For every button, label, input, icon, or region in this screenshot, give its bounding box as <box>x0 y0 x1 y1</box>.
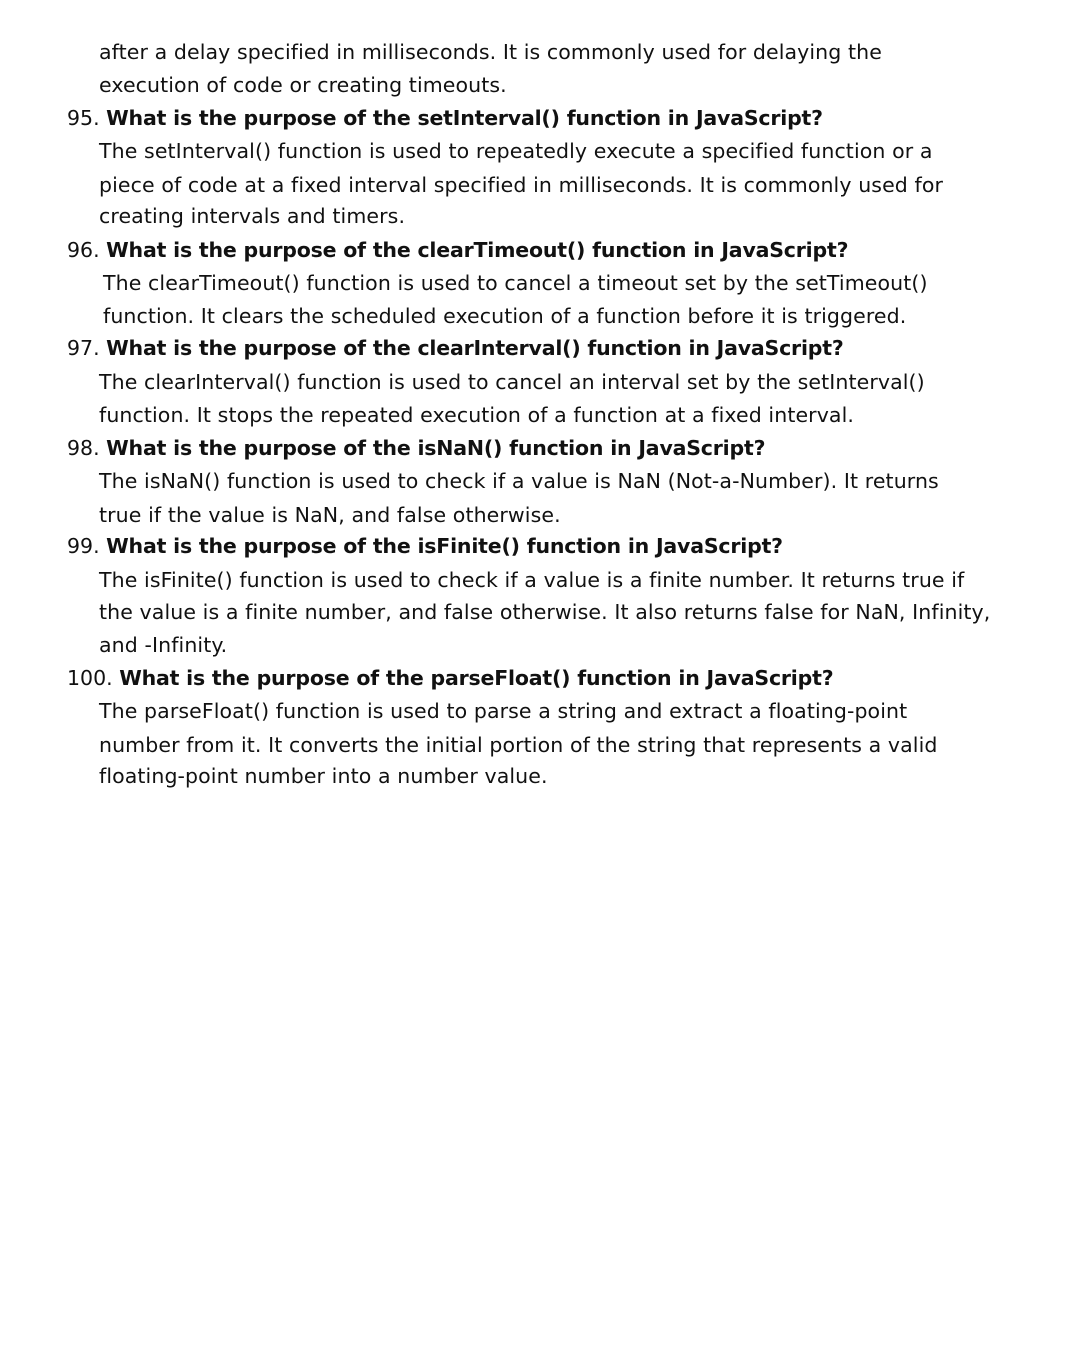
question-text: What is the purpose of the clearTimeout() function in JavaScript? <box>106 238 849 262</box>
question-text: What is the purpose of the isNaN() function in JavaScript? <box>106 436 766 460</box>
answer-line: The clearTimeout() function is used to cancel a timeout set by the setTimeout() <box>103 271 928 295</box>
intro-line: after a delay specified in milliseconds. It is commonly used for delaying the <box>99 40 882 64</box>
question-text: What is the purpose of the setInterval() function in JavaScript? <box>106 106 823 130</box>
question-heading <box>67 105 823 131</box>
question-heading <box>67 335 844 361</box>
question-heading <box>67 665 833 691</box>
question-heading <box>67 435 765 461</box>
question-number: 99. <box>67 534 100 558</box>
question-heading <box>67 533 783 559</box>
answer-line: The parseFloat() function is used to parse a string and extract a floating-point <box>99 699 908 723</box>
question-number: 96. <box>67 238 100 262</box>
question-text: What is the purpose of the clearInterval() function in JavaScript? <box>106 336 844 360</box>
answer-line: piece of code at a fixed interval specified in milliseconds. It is commonly used for <box>99 173 944 197</box>
answer-line: and -Infinity. <box>99 633 228 657</box>
answer-line: function. It stops the repeated execution of a function at a fixed interval. <box>99 403 855 427</box>
answer-line: the value is a finite number, and false otherwise. It also returns false for NaN, Infinity, <box>99 600 991 624</box>
question-number: 97. <box>67 336 100 360</box>
question-heading <box>67 237 848 263</box>
answer-line: creating intervals and timers. <box>99 204 406 228</box>
answer-line: number from it. It converts the initial portion of the string that represents a valid <box>99 733 938 757</box>
answer-line: true if the value is NaN, and false otherwise. <box>99 503 561 527</box>
question-number: 95. <box>67 106 100 130</box>
question-number: 98. <box>67 436 100 460</box>
answer-line: The isNaN() function is used to check if a value is NaN (Not-a-Number). It returns <box>99 469 939 493</box>
answer-line: The clearInterval() function is used to cancel an interval set by the setInterval() <box>99 370 925 394</box>
answer-line: The setInterval() function is used to repeatedly execute a specified function or a <box>99 139 933 163</box>
answer-line: floating-point number into a number value. <box>99 764 548 788</box>
answer-line: The isFinite() function is used to check if a value is a finite number. It returns true if <box>99 568 965 592</box>
question-text: What is the purpose of the parseFloat() function in JavaScript? <box>119 666 834 690</box>
answer-line: function. It clears the scheduled execution of a function before it is triggered. <box>103 304 907 328</box>
question-text: What is the purpose of the isFinite() function in JavaScript? <box>106 534 783 558</box>
question-number: 100. <box>67 666 113 690</box>
intro-line: execution of code or creating timeouts. <box>99 73 507 97</box>
